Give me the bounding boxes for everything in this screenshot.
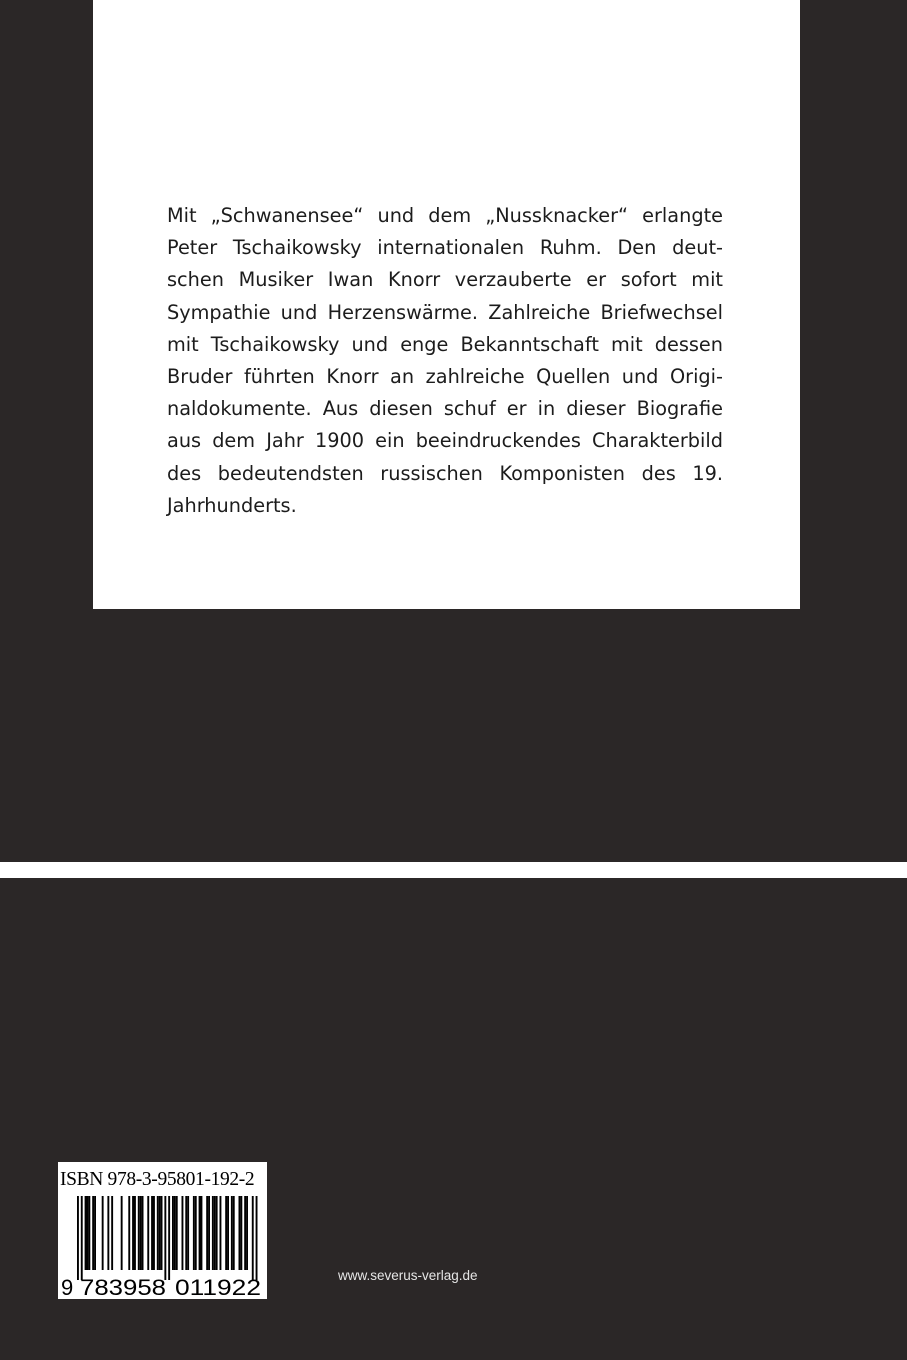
divider-stripe — [0, 862, 907, 878]
barcode-bar — [102, 1196, 104, 1270]
barcode-bar — [199, 1196, 201, 1270]
barcode-bar — [195, 1196, 197, 1270]
barcode-bar — [111, 1196, 113, 1270]
barcode-bar — [246, 1196, 248, 1270]
barcode-bar — [151, 1196, 153, 1270]
barcode-bar — [244, 1196, 246, 1270]
barcode-bar — [142, 1196, 144, 1270]
barcode-bar — [161, 1196, 163, 1270]
barcode-bar — [92, 1196, 94, 1270]
barcode-bar — [159, 1196, 161, 1270]
barcode-bar — [206, 1196, 208, 1270]
barcode-bar — [220, 1196, 222, 1270]
isbn-barcode-block — [58, 1162, 267, 1299]
barcode-bar — [239, 1196, 241, 1270]
blurb-line: naldokumente. Aus diesen schuf er in dieser Biografie — [167, 397, 723, 421]
barcode-prefix-digit: 9 — [61, 1275, 74, 1299]
barcode-bar — [225, 1196, 227, 1270]
blurb-panel — [93, 0, 800, 609]
barcode-bar — [214, 1196, 216, 1270]
barcode-bar — [147, 1196, 149, 1270]
isbn-label: ISBN 978-3-95801-192-2 — [60, 1169, 255, 1190]
barcode-bar — [233, 1196, 235, 1270]
barcode-left-digits: 783958 — [80, 1275, 166, 1299]
barcode-bar — [85, 1196, 87, 1270]
barcode-bar — [212, 1196, 214, 1270]
blurb-line: aus dem Jahr 1900 ein beeindruckendes Charakterbild — [167, 429, 723, 453]
barcode-bar — [87, 1196, 89, 1270]
blurb-line: Mit „Schwanensee“ und dem „Nussknacker“ erlangte — [167, 204, 723, 227]
barcode-guard-bar — [81, 1196, 83, 1280]
blurb-line: Bruder führten Knorr an zahlreiche Quellen und Origi- — [167, 365, 723, 389]
barcode-bar — [176, 1196, 178, 1270]
barcode-guard-bar — [252, 1196, 254, 1280]
blurb-line: mit Tschaikowsky und enge Bekanntschaft mit dessen — [167, 332, 723, 356]
barcode-bar — [182, 1196, 184, 1270]
barcode-guard-bar — [168, 1196, 170, 1280]
barcode-bar — [227, 1196, 229, 1270]
barcode-bar — [138, 1196, 140, 1270]
publisher-website: www.severus-verlag.de — [338, 1268, 478, 1283]
barcode-bar — [153, 1196, 155, 1270]
barcode-guard-bar — [77, 1196, 79, 1280]
blurb-line: Peter Tschaikowsky internationalen Ruhm. Den deut- — [167, 236, 723, 260]
barcode-bar — [185, 1196, 187, 1270]
barcode-bar — [172, 1196, 174, 1270]
barcode-bar — [134, 1196, 136, 1270]
barcode-bar — [157, 1196, 159, 1270]
barcode-bar — [231, 1196, 233, 1270]
barcode-bar — [240, 1196, 242, 1270]
barcode-right-digits: 011922 — [175, 1275, 261, 1299]
barcode-bar — [174, 1196, 176, 1270]
blurb-line: Jahrhunderts. — [167, 493, 297, 517]
blurb-line: Sympathie und Herzenswärme. Zahlreiche Briefwechsel — [167, 300, 723, 324]
barcode-guard-bar — [256, 1196, 258, 1280]
barcode-bar — [140, 1196, 142, 1270]
barcode-bar — [94, 1196, 96, 1270]
barcode-bar — [88, 1196, 90, 1270]
barcode-bar — [208, 1196, 210, 1270]
barcode-bar — [128, 1196, 130, 1270]
blurb-line: des bedeutendsten russischen Komponisten des 19. — [167, 461, 723, 485]
barcode-bar — [107, 1196, 109, 1270]
barcode — [58, 1194, 267, 1299]
blurb-line: schen Musiker Iwan Knorr verzauberte er sofort mit — [167, 268, 723, 292]
barcode-bar — [132, 1196, 134, 1270]
barcode-bar — [216, 1196, 218, 1270]
barcode-bar — [201, 1196, 203, 1270]
barcode-guard-bar — [164, 1196, 166, 1280]
barcode-bar — [121, 1196, 123, 1270]
barcode-bar — [187, 1196, 189, 1270]
barcode-bar — [193, 1196, 195, 1270]
blurb-text — [167, 200, 723, 522]
